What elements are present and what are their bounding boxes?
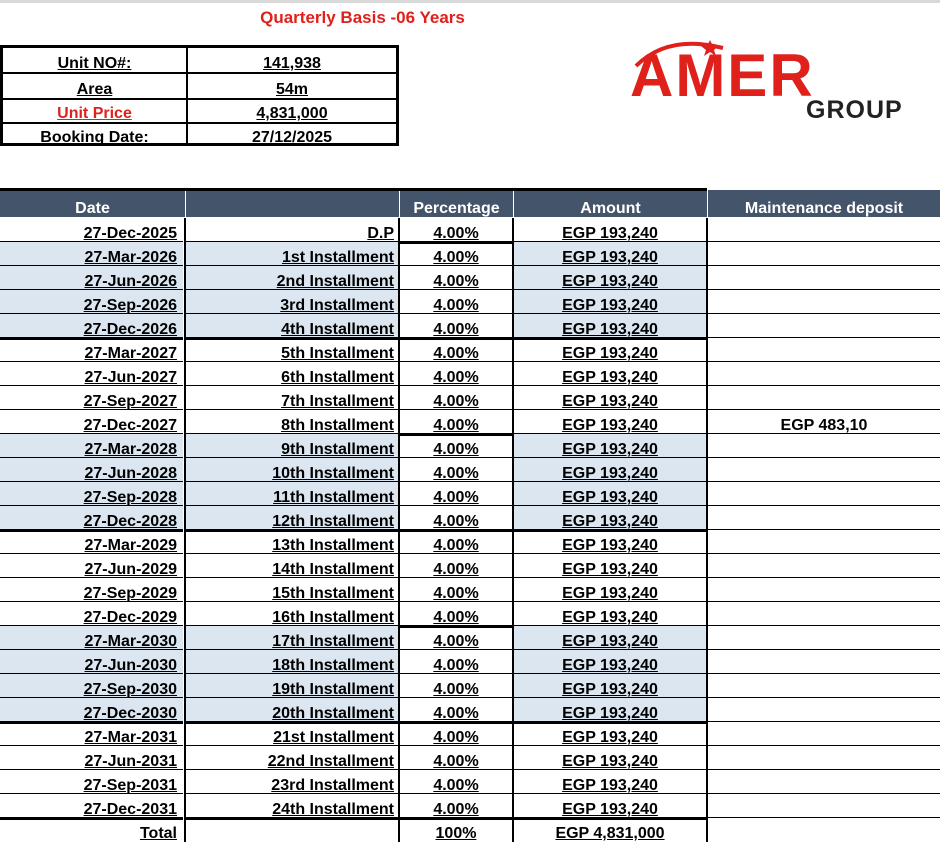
row-amount-text: EGP 193,240 [562,729,658,746]
row-installment [186,434,398,458]
row-percentage [400,338,512,362]
row-date [0,722,183,746]
row-date [0,482,183,506]
info-value: 27/12/2025 [251,129,333,146]
column-divider-1 [184,218,186,842]
row-amount-text: EGP 193,240 [562,489,658,506]
row-maintenance-deposit [708,338,940,362]
row-percentage-text: 4.00% [433,705,479,722]
row-date-text: 27-Sep-2030 [83,681,177,698]
row-amount [514,338,706,362]
row-percentage-text: 4.00% [433,345,479,362]
row-amount [514,266,706,290]
row-percentage-text: 4.00% [433,465,479,482]
row-percentage [400,506,512,532]
row-installment-text: 15th Installment [272,585,394,602]
row-maintenance-deposit [708,794,940,818]
table-row [0,722,940,746]
row-amount [514,242,706,266]
row-amount [514,626,706,650]
row-date [0,674,183,698]
table-row [0,530,940,554]
logo-sub-text: GROUP [806,96,903,124]
row-maintenance-deposit [708,770,940,794]
row-amount [514,602,706,628]
row-installment-text: 21st Installment [273,729,394,746]
row-percentage [400,722,512,746]
row-amount-text: EGP 193,240 [562,297,658,314]
row-maintenance-deposit [708,434,940,458]
row-installment-text: 1st Installment [281,249,394,266]
row-date-text: 27-Sep-2026 [83,297,177,314]
row-amount [514,698,706,724]
row-amount [514,554,706,578]
row-amount-text: EGP 193,240 [562,777,658,794]
row-installment [186,698,398,724]
row-amount-text: EGP 4,831,000 [555,825,665,841]
row-installment [186,242,398,266]
row-installment [186,746,398,770]
row-date [0,242,183,266]
row-installment [186,770,398,794]
row-maintenance-deposit [708,290,940,314]
table-row [0,554,940,578]
row-percentage [400,362,512,386]
row-maintenance-deposit [708,626,940,650]
row-amount-text: EGP 193,240 [562,633,658,650]
table-row [0,746,940,770]
row-maintenance-deposit [708,578,940,602]
row-amount-text: EGP 193,240 [562,513,658,530]
row-installment-text: 19th Installment [272,681,394,698]
row-percentage [400,650,512,674]
table-row [0,434,940,458]
row-date-text: 27-Dec-2030 [83,705,177,722]
row-amount-text: EGP 193,240 [562,345,658,362]
row-percentage-text: 4.00% [433,369,479,386]
row-date-text: 27-Dec-2027 [83,417,177,434]
row-installment-text: 13th Installment [272,537,394,554]
row-amount [514,650,706,674]
row-date [0,602,183,628]
row-amount [514,410,706,436]
row-installment [186,218,398,244]
row-date [0,818,183,841]
row-maintenance-deposit [708,554,940,578]
page-title: Quarterly Basis -06 Years [260,8,465,27]
row-date-text: 27-Mar-2030 [84,633,177,650]
row-amount [514,458,706,482]
header-percentage: Percentage [400,190,513,217]
row-installment-text: 10th Installment [272,465,394,482]
row-maintenance-deposit [708,266,940,290]
table-header [0,190,940,218]
row-percentage-text: 4.00% [433,321,479,338]
row-installment [186,722,398,746]
row-maintenance-deposit [708,650,940,674]
row-date-text: 27-Jun-2026 [84,273,177,290]
row-installment [186,458,398,482]
table-row [0,698,940,722]
header-maintenance-deposit: Maintenance deposit [708,190,940,217]
table-row [0,650,940,674]
row-date-text: 27-Mar-2028 [84,441,177,458]
row-amount-text: EGP 193,240 [562,657,658,674]
row-date [0,314,183,340]
row-percentage [400,602,512,628]
row-date-text: 27-Dec-2025 [83,225,177,242]
row-date-text: Total [139,825,177,841]
column-divider-3 [512,218,514,842]
row-date [0,386,183,410]
row-date [0,410,183,436]
row-maintenance-deposit [708,458,940,482]
row-date [0,794,183,820]
row-installment [186,794,398,820]
row-percentage [400,626,512,650]
row-maintenance-deposit [708,674,940,698]
row-percentage [400,578,512,602]
row-amount [514,818,706,841]
row-percentage-text: 4.00% [433,729,479,746]
row-amount [514,794,706,820]
row-amount [514,746,706,770]
row-percentage-text: 4.00% [433,249,479,266]
row-installment [186,818,398,841]
row-date-text: 27-Mar-2027 [84,345,177,362]
row-percentage [400,242,512,266]
row-percentage-text: 4.00% [433,681,479,698]
table-row [0,410,940,434]
row-date [0,506,183,532]
row-installment [186,386,398,410]
header-date: Date [0,190,185,217]
row-installment-text: 20th Installment [272,705,394,722]
row-date-text: 27-Sep-2031 [83,777,177,794]
row-amount-text: EGP 193,240 [562,417,658,434]
row-amount-text: EGP 193,240 [562,801,658,818]
row-date-text: 27-Dec-2028 [83,513,177,530]
row-percentage [400,674,512,698]
row-amount [514,530,706,554]
row-installment [186,362,398,386]
row-installment [186,530,398,554]
row-date-text: 27-Jun-2028 [84,465,177,482]
table-row [0,458,940,482]
row-installment-text: 2nd Installment [276,273,394,290]
row-amount-text: EGP 193,240 [562,681,658,698]
row-maintenance-deposit [708,698,940,722]
row-percentage-text: 4.00% [433,513,479,530]
row-maintenance-deposit [708,242,940,266]
table-row [0,770,940,794]
row-installment [186,578,398,602]
row-installment-text: 11th Installment [273,489,394,506]
logo-main-text: AMER [630,42,815,109]
row-percentage-text: 4.00% [433,273,479,290]
table-row [0,578,940,602]
table-row [0,506,940,530]
row-installment-text: 18th Installment [272,657,394,674]
row-percentage-text: 4.00% [433,777,479,794]
row-amount [514,362,706,386]
row-amount [514,386,706,410]
table-row [0,266,940,290]
row-date-text: 27-Mar-2026 [84,249,177,266]
row-percentage [400,482,512,506]
row-amount-text: EGP 193,240 [562,537,658,554]
row-date [0,458,183,482]
row-date-text: 27-Dec-2031 [83,801,177,818]
row-installment [186,410,398,436]
row-date [0,554,183,578]
row-percentage [400,770,512,794]
row-date [0,626,183,650]
info-row-unit [3,48,396,74]
row-date-text: 27-Jun-2030 [84,657,177,674]
row-installment [186,650,398,674]
row-date-text: 27-Sep-2028 [83,489,177,506]
row-amount [514,578,706,602]
table-row [0,218,940,242]
row-date-text: 27-Jun-2027 [84,369,177,386]
row-percentage [400,458,512,482]
row-installment-text: 4th Installment [281,321,394,338]
info-row-booking [3,122,396,146]
row-percentage-text: 4.00% [433,297,479,314]
table-row [0,386,940,410]
row-amount [514,674,706,698]
row-date [0,266,183,290]
row-amount-text: EGP 193,240 [562,753,658,770]
row-amount [514,770,706,794]
row-installment-text: 14th Installment [272,561,394,578]
row-date [0,770,183,794]
row-amount-text: EGP 193,240 [562,249,658,266]
row-amount-text: EGP 193,240 [562,225,658,242]
row-amount-text: EGP 193,240 [562,393,658,410]
row-installment-text: 17th Installment [272,633,394,650]
info-label: Booking Date: [3,122,188,146]
total-row [0,818,940,842]
info-value: 4,831,000 [256,105,328,122]
row-maintenance-deposit [708,482,940,506]
row-percentage-text: 4.00% [433,417,479,434]
row-percentage [400,314,512,340]
header-installment [186,190,399,217]
row-percentage-text: 4.00% [433,561,479,578]
row-amount-text: EGP 193,240 [562,585,658,602]
row-date-text: 27-Sep-2029 [83,585,177,602]
row-percentage [400,818,512,841]
row-maintenance-deposit [708,530,940,554]
row-installment-text: 16th Installment [272,609,394,626]
row-installment [186,602,398,628]
row-percentage-text: 4.00% [433,609,479,626]
row-percentage [400,530,512,554]
table-row [0,674,940,698]
row-installment-text: 7th Installment [281,393,394,410]
row-installment-text: 8th Installment [281,417,394,434]
row-date [0,218,183,244]
row-amount [514,314,706,340]
row-installment [186,674,398,698]
row-amount [514,218,706,244]
row-installment-text: D.P [367,225,394,242]
row-amount [514,722,706,746]
row-maintenance-deposit-text: EGP 483,10 [780,417,868,434]
row-maintenance-deposit [708,386,940,410]
row-date-text: 27-Jun-2029 [84,561,177,578]
info-label: Unit Price [3,98,188,122]
row-date [0,338,183,362]
row-installment-text: 5th Installment [281,345,394,362]
row-maintenance-deposit [708,818,940,841]
row-amount-text: EGP 193,240 [562,369,658,386]
row-installment [186,554,398,578]
row-percentage-text: 4.00% [433,753,479,770]
row-maintenance-deposit [708,314,940,338]
row-maintenance-deposit [708,602,940,626]
row-percentage-text: 4.00% [433,537,479,554]
row-amount-text: EGP 193,240 [562,441,658,458]
row-percentage [400,218,512,244]
row-maintenance-deposit [708,410,940,434]
info-value: 54m [275,81,309,98]
row-amount [514,290,706,314]
row-date-text: 27-Mar-2029 [84,537,177,554]
row-date [0,434,183,458]
table-row [0,602,940,626]
column-divider-4 [706,218,708,842]
row-percentage [400,410,512,436]
row-installment-text: 3rd Installment [280,297,394,314]
info-row-area [3,74,396,100]
row-amount-text: EGP 193,240 [562,273,658,290]
row-installment-text: 6th Installment [281,369,394,386]
row-date-text: 27-Mar-2031 [84,729,177,746]
row-amount [514,434,706,458]
row-percentage [400,746,512,770]
row-date-text: 27-Dec-2026 [83,321,177,338]
row-installment [186,482,398,506]
row-maintenance-deposit [708,746,940,770]
row-maintenance-deposit [708,506,940,530]
row-percentage [400,794,512,820]
row-percentage-text: 4.00% [433,393,479,410]
row-percentage-text: 4.00% [433,633,479,650]
row-percentage-text: 4.00% [433,801,479,818]
table-row [0,482,940,506]
row-percentage [400,266,512,290]
row-installment [186,290,398,314]
table-row [0,290,940,314]
row-amount-text: EGP 193,240 [562,609,658,626]
table-row [0,362,940,386]
row-date [0,578,183,602]
row-amount-text: EGP 193,240 [562,321,658,338]
row-amount-text: EGP 193,240 [562,561,658,578]
info-label: Area [3,74,188,98]
table-row [0,626,940,650]
row-percentage-text: 4.00% [433,225,479,242]
row-date [0,362,183,386]
row-percentage-text: 100% [435,825,477,841]
row-percentage [400,290,512,314]
row-percentage-text: 4.00% [433,489,479,506]
row-percentage-text: 4.00% [433,657,479,674]
row-percentage-text: 4.00% [433,441,479,458]
row-installment-text: 23rd Installment [271,777,394,794]
info-row-price [3,98,396,124]
amer-group-logo [628,36,940,128]
row-maintenance-deposit [708,722,940,746]
unit-info-box [0,45,399,146]
row-percentage-text: 4.00% [433,585,479,602]
row-installment-text: 24th Installment [272,801,394,818]
row-percentage [400,386,512,410]
row-installment [186,266,398,290]
row-amount [514,506,706,532]
table-row [0,314,940,338]
info-value: 141,938 [263,55,321,72]
row-percentage [400,698,512,724]
column-divider-2 [398,218,400,842]
row-date-text: 27-Sep-2027 [83,393,177,410]
row-date [0,650,183,674]
info-label: Unit NO#: [3,48,188,72]
row-maintenance-deposit [708,362,940,386]
row-date [0,530,183,554]
table-row [0,242,940,266]
row-date-text: 27-Jun-2031 [84,753,177,770]
row-date-text: 27-Dec-2029 [83,609,177,626]
row-percentage [400,434,512,458]
row-installment [186,506,398,532]
row-percentage [400,554,512,578]
row-installment-text: 12th Installment [272,513,394,530]
row-date [0,698,183,724]
table-row [0,338,940,362]
row-installment [186,626,398,650]
row-installment [186,314,398,340]
row-date [0,746,183,770]
row-date [0,290,183,314]
row-amount [514,482,706,506]
table-row [0,794,940,818]
row-amount-text: EGP 193,240 [562,705,658,722]
top-border [0,0,940,3]
row-installment-text: 9th Installment [281,441,394,458]
row-amount-text: EGP 193,240 [562,465,658,482]
header-amount: Amount [514,190,707,217]
row-installment-text: 22nd Installment [267,753,394,770]
row-installment [186,338,398,362]
row-maintenance-deposit [708,218,940,242]
